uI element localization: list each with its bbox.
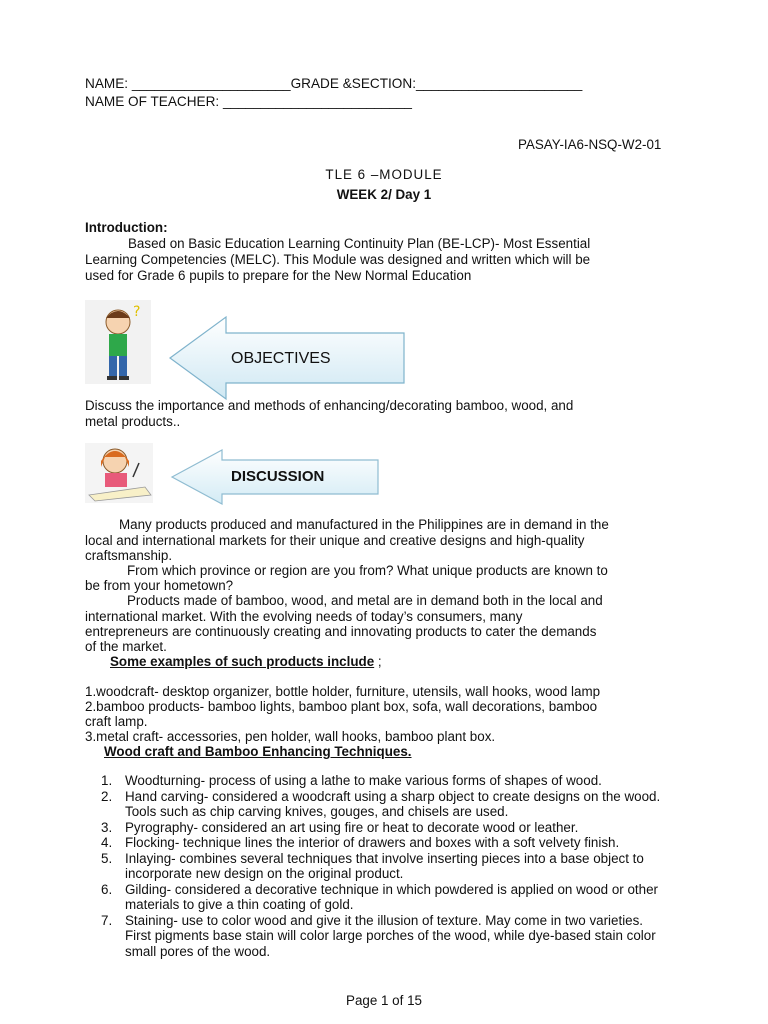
discussion-line: From which province or region are you from? What unique products are known to xyxy=(127,563,608,578)
objectives-label: OBJECTIVES xyxy=(231,350,331,367)
page-number: Page 1 of 15 xyxy=(346,993,422,1008)
technique-number: 6. xyxy=(101,881,113,897)
discussion-line: local and international markets for their unique and creative designs and high-quality xyxy=(85,533,585,548)
writing-girl-illustration xyxy=(85,443,153,503)
technique-number: 1. xyxy=(101,773,113,788)
technique-number: 2. xyxy=(101,788,113,804)
discussion-line: be from your hometown? xyxy=(85,578,234,593)
intro-line: Learning Competencies (MELC). This Module was designed and written which will be xyxy=(85,252,591,267)
discussion-line: international market. With the evolving needs of today’s consumers, many xyxy=(85,609,523,624)
week-title: WEEK 2/ Day 1 xyxy=(336,187,432,202)
techniques-list xyxy=(85,773,685,959)
discussion-line: entrepreneurs are continuously creating and innovating products to cater the demands xyxy=(85,624,597,639)
technique-text: Pyrography- considered an art using fire or heat to decorate wood or leather. xyxy=(125,819,579,835)
technique-text: Flocking- technique lines the interior of drawers and boxes with a soft velvety finish. xyxy=(125,835,620,850)
example-line: 3.metal craft- accessories, pen holder, wall hooks, bamboo plant box. xyxy=(85,729,496,744)
technique-text: Staining- use to color wood and give it the illusion of texture. May come in two varieties. First pigments base stain will color large porches of the wood, while dye-based stain color small pores of the wood. xyxy=(125,912,656,959)
objectives-line: Discuss the importance and methods of enhancing/decorating bamboo, wood, and xyxy=(85,398,574,413)
technique-number: 7. xyxy=(101,912,113,928)
thinking-boy-illustration xyxy=(85,300,151,384)
technique-item xyxy=(85,851,670,882)
discussion-line: of the market. xyxy=(85,639,167,654)
discussion-line: craftsmanship. xyxy=(85,548,173,563)
module-code: PASAY-IA6-NSQ-W2-01 xyxy=(518,137,662,152)
technique-item xyxy=(85,835,670,851)
technique-number: 4. xyxy=(101,835,113,850)
teacher-line: NAME OF TEACHER: _________________________ xyxy=(85,94,412,109)
examples-heading-row xyxy=(110,654,382,670)
module-title: TLE 6 –MODULE xyxy=(325,167,443,182)
discussion-line: Many products produced and manufactured in the Philippines are in demand in the xyxy=(119,517,609,532)
technique-item xyxy=(85,773,685,789)
svg-text:?: ? xyxy=(133,304,141,320)
discussion-line: Products made of bamboo, wood, and metal are in demand both in the local and xyxy=(127,593,603,608)
technique-item xyxy=(85,913,670,960)
technique-text: Hand carving- considered a woodcraft using a sharp object to create designs on the wood. Tools such as chip carving knives, gouges, and chisels are used. xyxy=(125,788,661,819)
discussion-label: DISCUSSION xyxy=(231,468,325,485)
objectives-line: metal products.. xyxy=(85,414,181,429)
technique-text: Woodturning- process of using a lathe to make various forms of shapes of wood. xyxy=(125,773,602,788)
technique-number: 5. xyxy=(101,850,113,866)
examples-heading: Some examples of such products include xyxy=(110,654,375,669)
technique-item xyxy=(85,882,673,913)
examples-heading-suffix: ; xyxy=(374,654,382,669)
technique-number: 3. xyxy=(101,819,113,835)
technique-text: Inlaying- combines several techniques that involve inserting pieces into a base object to incorporate new design on the original product. xyxy=(125,850,644,881)
intro-heading: Introduction: xyxy=(85,220,168,235)
example-line: 1.woodcraft- desktop organizer, bottle holder, furniture, utensils, wall hooks, wood lamp xyxy=(85,684,601,699)
name-grade-line: NAME: _____________________GRADE &SECTION:______________________ xyxy=(85,76,583,91)
technique-item xyxy=(85,820,685,836)
example-line: craft lamp. xyxy=(85,714,148,729)
techniques-heading: Wood craft and Bamboo Enhancing Techniques. xyxy=(104,744,412,759)
example-line: 2.bamboo products- bamboo lights, bamboo plant box, sofa, wall decorations, bamboo xyxy=(85,699,598,714)
technique-item xyxy=(85,789,670,820)
technique-text: Gilding- considered a decorative technique in which powdered is applied on wood or other materials to give a thin coating of gold. xyxy=(125,881,658,912)
intro-line: Based on Basic Education Learning Continuity Plan (BE-LCP)- Most Essential xyxy=(128,236,591,251)
intro-line: used for Grade 6 pupils to prepare for the New Normal Education xyxy=(85,268,472,283)
